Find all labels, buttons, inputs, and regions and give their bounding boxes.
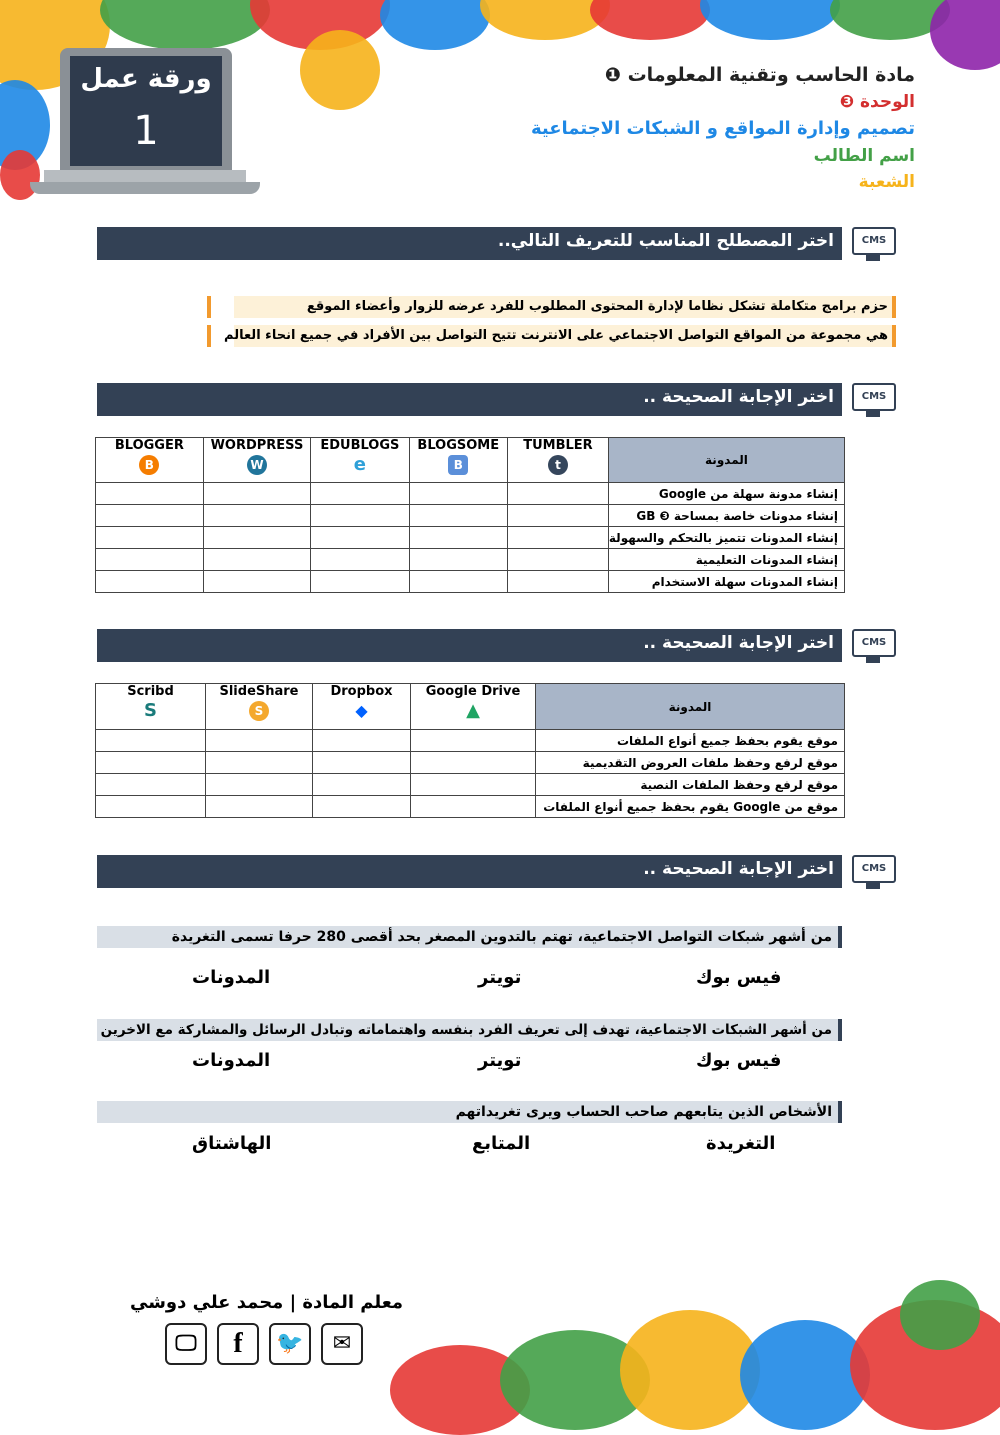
table-col-header: TUMBLER t	[507, 438, 608, 483]
answer-cell[interactable]	[203, 483, 311, 505]
answer-cell[interactable]	[409, 549, 507, 571]
paint-splash	[300, 30, 380, 110]
monitor-stand	[866, 657, 880, 663]
row-label: موقع لرفع وحفظ الملفات النصية	[536, 774, 845, 796]
paint-splash	[930, 0, 1000, 70]
section-title-bar	[97, 629, 842, 662]
section-title: اختر الإجابة الصحيحة ..	[643, 387, 834, 407]
google-drive-icon: ▲	[463, 701, 483, 721]
paint-splash	[700, 0, 840, 40]
answer-cell[interactable]	[96, 730, 206, 752]
table-col-header: Scribd S	[96, 684, 206, 730]
subject-title: مادة الحاسب وتقنية المعلومات ❶	[604, 64, 915, 86]
answer-cell[interactable]	[507, 483, 608, 505]
question-text: من أشهر شبكات التواصل الاجتماعية، تهتم بالتدوين المصغر بحد أقصى 280 حرفا تسمى التغريدة	[97, 926, 842, 948]
answer-cell[interactable]	[96, 796, 206, 818]
answer-cell[interactable]	[206, 730, 313, 752]
table-row	[96, 527, 845, 549]
answer-cell[interactable]	[411, 730, 536, 752]
worksheet-number: 1	[133, 108, 159, 154]
row-label: إنشاء مدونات خاصة بمساحة ❸ GB	[608, 505, 844, 527]
answer-cell[interactable]	[409, 527, 507, 549]
definition-item: هي مجموعة من المواقع التواصل الاجتماعي على الانترنت تتيح التواصل بين الأفراد في جميع انحاء العالم	[234, 325, 896, 347]
answer-cell[interactable]	[96, 571, 204, 593]
paint-splash	[100, 0, 270, 50]
table-row	[96, 796, 845, 818]
answer-cell[interactable]	[206, 752, 313, 774]
answer-cell[interactable]	[411, 796, 536, 818]
question-text: الأشخاص الذين يتابعهم صاحب الحساب ويرى تغريداتهم	[97, 1101, 842, 1123]
monitor-stand	[866, 883, 880, 889]
section-title: اختر الإجابة الصحيحة ..	[643, 859, 834, 879]
section-label: الشعبة	[858, 172, 915, 192]
worksheet-title: ورقة عمل	[80, 64, 212, 94]
monitor-stand	[866, 411, 880, 417]
answer-option[interactable]: المدونات	[192, 1050, 271, 1071]
row-label: موقع من Google يقوم بحفظ جميع أنواع الملفات	[536, 796, 845, 818]
table-row	[96, 505, 845, 527]
topic-label: تصميم وإدارة المواقع و الشبكات الاجتماعية	[530, 118, 915, 139]
answer-cell[interactable]	[96, 774, 206, 796]
paint-splash	[590, 0, 710, 40]
blogsome-icon: B	[448, 455, 468, 475]
dropbox-icon: ◆	[352, 701, 372, 721]
facebook-icon[interactable]: f	[217, 1323, 259, 1365]
row-label: موقع لرفع وحفظ ملفات العروض التقديمية	[536, 752, 845, 774]
monitor-icon[interactable]: 🖵	[165, 1323, 207, 1365]
twitter-icon[interactable]: 🐦	[269, 1323, 311, 1365]
answer-cell[interactable]	[411, 752, 536, 774]
edublogs-icon: e	[350, 455, 370, 475]
answer-option[interactable]: تويتر	[478, 967, 522, 988]
answer-cell[interactable]	[203, 549, 311, 571]
definition-marker	[207, 296, 211, 318]
table-col-header: WORDPRESS W	[203, 438, 311, 483]
monitor-stand	[866, 255, 880, 261]
answer-cell[interactable]	[96, 527, 204, 549]
answer-cell[interactable]	[313, 752, 411, 774]
answer-cell[interactable]	[311, 527, 409, 549]
table-col-header: Dropbox ◆	[313, 684, 411, 730]
answer-cell[interactable]	[409, 505, 507, 527]
answer-cell[interactable]	[203, 527, 311, 549]
answer-cell[interactable]	[507, 505, 608, 527]
paint-splash	[620, 1310, 760, 1430]
answer-cell[interactable]	[206, 796, 313, 818]
row-label: إنشاء المدونات التعليمية	[608, 549, 844, 571]
table-col-header: EDUBLOGS e	[311, 438, 409, 483]
cms-monitor-icon: CMS	[852, 383, 896, 411]
storage-table	[95, 683, 845, 818]
answer-cell[interactable]	[96, 549, 204, 571]
laptop-base	[30, 182, 260, 194]
wordpress-icon: W	[247, 455, 267, 475]
section-title: اختر المصطلح المناسب للتعريف التالي..	[497, 231, 834, 251]
answer-cell[interactable]	[203, 571, 311, 593]
answer-cell[interactable]	[313, 730, 411, 752]
student-name-label: اسم الطالب	[813, 146, 915, 166]
blogger-icon: B	[139, 455, 159, 475]
section-title-bar	[97, 855, 842, 888]
table-row	[96, 483, 845, 505]
question-text: من أشهر الشبكات الاجتماعية، تهدف إلى تعريف الفرد بنفسه واهتماماته وتبادل الرسائل والمشاركة مع الاخرين	[97, 1019, 842, 1041]
row-label: إنشاء المدونات سهلة الاستخدام	[608, 571, 844, 593]
mail-icon[interactable]: ✉	[321, 1323, 363, 1365]
table-col-header: BLOGSOME B	[409, 438, 507, 483]
answer-cell[interactable]	[313, 774, 411, 796]
paint-splash	[380, 0, 490, 50]
answer-cell[interactable]	[96, 752, 206, 774]
answer-cell[interactable]	[311, 571, 409, 593]
answer-cell[interactable]	[409, 571, 507, 593]
answer-cell[interactable]	[311, 483, 409, 505]
row-label: إنشاء مدونة سهلة من Google	[608, 483, 844, 505]
table-col-header: BLOGGER B	[96, 438, 204, 483]
table-row	[96, 774, 845, 796]
answer-cell[interactable]	[96, 483, 204, 505]
cms-monitor-icon: CMS	[852, 227, 896, 255]
table-row	[96, 730, 845, 752]
answer-option[interactable]: فيس بوك	[696, 967, 782, 988]
table-header-label: المدونة	[608, 438, 844, 483]
unit-label: الوحدة ❸	[839, 92, 915, 112]
answer-cell[interactable]	[311, 505, 409, 527]
scribd-icon: S	[141, 701, 161, 721]
definition-item: حزم برامج متكاملة تشكل نظاما لإدارة المحتوى المطلوب للفرد عرضه للزوار وأعضاء الموقع	[234, 296, 896, 318]
answer-cell[interactable]	[507, 527, 608, 549]
answer-option[interactable]: تويتر	[478, 1050, 522, 1071]
paint-splash	[900, 1280, 980, 1350]
answer-cell[interactable]	[96, 505, 204, 527]
table-col-header: SlideShare S	[206, 684, 313, 730]
table-row	[96, 549, 845, 571]
answer-cell[interactable]	[507, 549, 608, 571]
section-title-bar	[97, 383, 842, 416]
answer-cell[interactable]	[411, 774, 536, 796]
definition-marker	[207, 325, 211, 347]
cms-monitor-icon: CMS	[852, 855, 896, 883]
answer-cell[interactable]	[313, 796, 411, 818]
answer-cell[interactable]	[203, 505, 311, 527]
table-header-label: المدونة	[536, 684, 845, 730]
section-title-bar	[97, 227, 842, 260]
tumblr-icon: t	[548, 455, 568, 475]
answer-option[interactable]: التغريدة	[706, 1133, 776, 1154]
answer-cell[interactable]	[409, 483, 507, 505]
table-col-header: Google Drive ▲	[411, 684, 536, 730]
answer-cell[interactable]	[206, 774, 313, 796]
table-row	[96, 571, 845, 593]
answer-option[interactable]: المدونات	[192, 967, 271, 988]
row-label: موقع يقوم بحفظ جميع أنواع الملفات	[536, 730, 845, 752]
row-label: إنشاء المدونات تتميز بالتحكم والسهولة	[608, 527, 844, 549]
answer-cell[interactable]	[311, 549, 409, 571]
slideshare-icon: S	[249, 701, 269, 721]
teacher-name: معلم المادة | محمد علي دوشي	[130, 1292, 404, 1313]
section-title: اختر الإجابة الصحيحة ..	[643, 633, 834, 653]
cms-monitor-icon: CMS	[852, 629, 896, 657]
answer-option[interactable]: المتابع	[472, 1133, 531, 1154]
table-row	[96, 752, 845, 774]
answer-option[interactable]: فيس بوك	[696, 1050, 782, 1071]
answer-cell[interactable]	[507, 571, 608, 593]
answer-option[interactable]: الهاشتاق	[192, 1133, 272, 1154]
blogs-table	[95, 437, 845, 593]
